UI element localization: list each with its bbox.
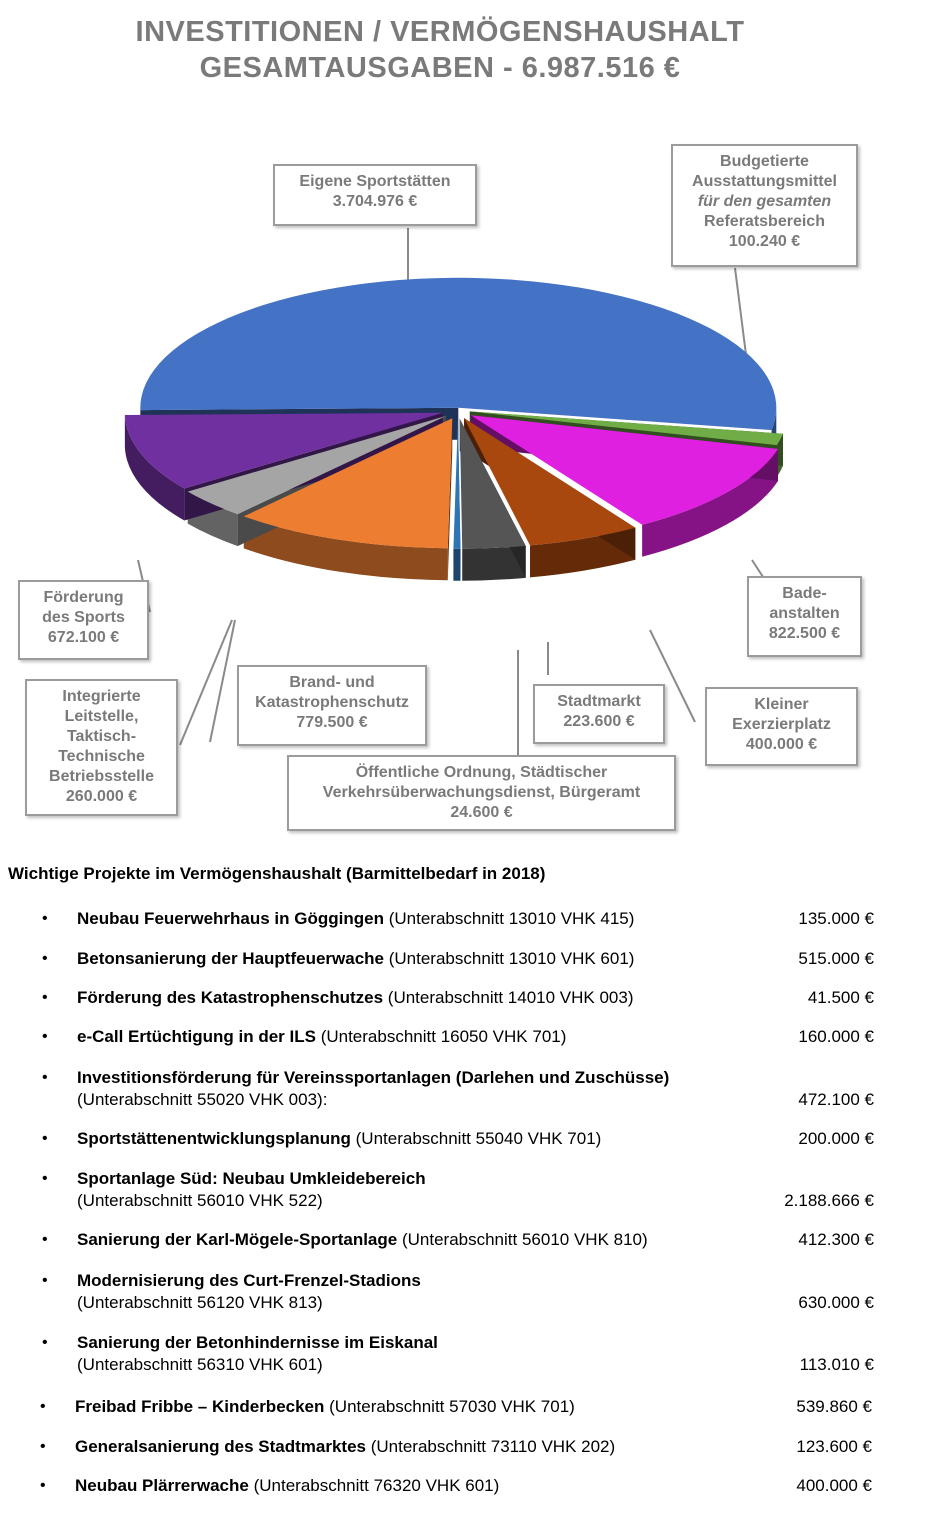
label-text: Exerzierplatz	[732, 716, 831, 733]
label-integrierte-leitstelle	[25, 679, 178, 816]
project-name: Sanierung der Betonhindernisse im Eiskanal	[77, 1333, 438, 1352]
project-ref: (Unterabschnitt 56120 VHK 813)	[77, 1293, 323, 1312]
label-foerderung-des-sports	[18, 580, 149, 660]
project-ref: (Unterabschnitt 16050 VHK 701)	[315, 1027, 567, 1046]
project-name: Generalsanierung des Stadtmarktes	[75, 1437, 367, 1456]
bullet-icon: •	[42, 1334, 48, 1351]
label-text: für den gesamten	[697, 193, 832, 210]
bullet-icon: •	[42, 1028, 48, 1045]
label-text: Referatsbereich	[704, 213, 825, 230]
label-eigene-sportstaetten	[273, 164, 477, 226]
label-value: 260.000 €	[65, 788, 138, 805]
label-value: 223.600 €	[563, 713, 635, 730]
label-text: Förderung	[43, 589, 124, 606]
project-amount: 160.000 €	[798, 1027, 874, 1046]
label-text: Betriebsstelle	[49, 768, 154, 785]
label-text: Budgetierte	[720, 153, 809, 170]
project-name: Neubau Feuerwehrhaus in Göggingen	[77, 909, 384, 928]
project-name: Sportanlage Süd: Neubau Umkleidebereich	[77, 1169, 426, 1188]
label-text: Integrierte	[62, 688, 141, 705]
project-amount: 412.300 €	[798, 1230, 874, 1249]
project-ref: (Unterabschnitt 13010 VHK 601)	[384, 949, 635, 968]
project-amount: 2.188.666 €	[784, 1191, 874, 1210]
bullet-icon: •	[42, 989, 48, 1006]
project-name: Sportstättenentwicklungsplanung	[77, 1129, 351, 1148]
project-ref: (Unterabschnitt 56010 VHK 522)	[77, 1191, 323, 1210]
label-text: Leitstelle,	[64, 708, 139, 725]
project-name: Investitionsförderung für Vereinssportanlagen (Darlehen und Zuschüsse)	[77, 1068, 670, 1087]
bullet-icon: •	[42, 1130, 48, 1147]
label-text: Stadtmarkt	[557, 693, 641, 710]
project-name: Sanierung der Karl-Mögele-Sportanlage	[77, 1230, 398, 1249]
bullet-icon: •	[40, 1398, 46, 1415]
project-name: Betonsanierung der Hauptfeuerwache	[77, 949, 385, 968]
label-stadtmarkt	[533, 684, 665, 744]
leader-line	[210, 620, 235, 742]
label-text: Technische	[58, 748, 145, 765]
label-text: Ausstattungsmittel	[692, 173, 837, 190]
project-amount: 472.100 €	[798, 1090, 874, 1109]
project-ref: (Unterabschnitt 13010 VHK 415)	[383, 909, 635, 928]
label-value: 24.600 €	[450, 804, 513, 821]
projects-heading: Wichtige Projekte im Vermögenshaushalt (Barmittelbedarf in 2018)	[8, 864, 546, 883]
bullet-icon: •	[42, 1069, 48, 1086]
project-name: Modernisierung des Curt-Frenzel-Stadions	[77, 1271, 421, 1290]
bullet-icon: •	[42, 1231, 48, 1248]
label-kleiner-exerzierplatz	[705, 687, 858, 766]
chart-title-line1: INVESTITIONEN / VERMÖGENSHAUSHALT	[135, 16, 745, 48]
project-ref: (Unterabschnitt 73110 VHK 202)	[366, 1437, 616, 1456]
label-value: 672.100 €	[47, 629, 120, 646]
project-amount: 123.600 €	[796, 1437, 872, 1456]
pie-slice	[140, 278, 776, 430]
label-text: Verkehrsüberwachungsdienst, Bürgeramt	[322, 784, 641, 801]
project-ref: (Unterabschnitt 55020 VHK 003):	[77, 1090, 328, 1109]
bullet-icon: •	[42, 1272, 48, 1289]
label-value: 100.240 €	[728, 233, 801, 250]
label-text: Katastrophenschutz	[255, 694, 409, 711]
bullet-icon: •	[40, 1477, 46, 1494]
label-value: 3.704.976 €	[332, 193, 418, 210]
label-value: 822.500 €	[768, 625, 841, 642]
project-ref: (Unterabschnitt 57030 VHK 701)	[324, 1397, 575, 1416]
project-amount: 113.010 €	[799, 1355, 874, 1374]
project-amount: 200.000 €	[798, 1129, 874, 1148]
label-badeanstalten	[747, 576, 862, 657]
label-text: Brand- und	[289, 674, 375, 691]
project-ref: (Unterabschnitt 56310 VHK 601)	[77, 1355, 323, 1374]
bullet-icon: •	[42, 950, 48, 967]
label-text: Bade-	[782, 585, 827, 602]
label-oeffentliche-ordnung	[287, 755, 676, 831]
bullet-icon: •	[42, 1170, 48, 1187]
label-text: Öffentliche Ordnung, Städtischer	[355, 764, 608, 781]
label-value: 400.000 €	[745, 736, 818, 753]
label-text: anstalten	[769, 605, 840, 622]
project-ref: (Unterabschnitt 55040 VHK 701)	[350, 1129, 602, 1148]
project-ref: (Unterabschnitt 56010 VHK 810)	[397, 1230, 648, 1249]
project-name: Neubau Plärrerwache	[75, 1476, 249, 1495]
label-text: Kleiner	[754, 696, 809, 713]
label-text: des Sports	[42, 609, 125, 626]
project-amount: 41.500 €	[807, 988, 874, 1007]
project-amount: 630.000 €	[798, 1293, 874, 1312]
project-amount: 515.000 €	[798, 949, 874, 968]
label-budgetierte-ausstattungsmittel	[671, 144, 858, 267]
label-text: Eigene Sportstätten	[299, 173, 451, 190]
label-text: Taktisch-	[66, 728, 137, 745]
project-amount: 135.000 €	[798, 909, 874, 928]
project-ref: (Unterabschnitt 14010 VHK 003)	[383, 988, 634, 1007]
chart-title-line2: GESAMTAUSGABEN - 6.987.516 €	[199, 52, 681, 84]
bullet-icon: •	[42, 910, 48, 927]
project-name: e-Call Ertüchtigung in der ILS	[77, 1027, 316, 1046]
project-amount: 539.860 €	[796, 1397, 872, 1416]
label-value: 779.500 €	[296, 714, 368, 731]
project-name: Freibad Fribbe – Kinderbecken	[75, 1397, 325, 1416]
pie-slice-side	[453, 549, 460, 581]
label-brand-katastrophenschutz	[237, 665, 427, 746]
project-amount: 400.000 €	[796, 1476, 872, 1495]
bullet-icon: •	[40, 1438, 46, 1455]
leader-line	[180, 620, 232, 745]
project-name: Förderung des Katastrophenschutzes	[77, 988, 384, 1007]
project-ref: (Unterabschnitt 76320 VHK 601)	[248, 1476, 500, 1495]
